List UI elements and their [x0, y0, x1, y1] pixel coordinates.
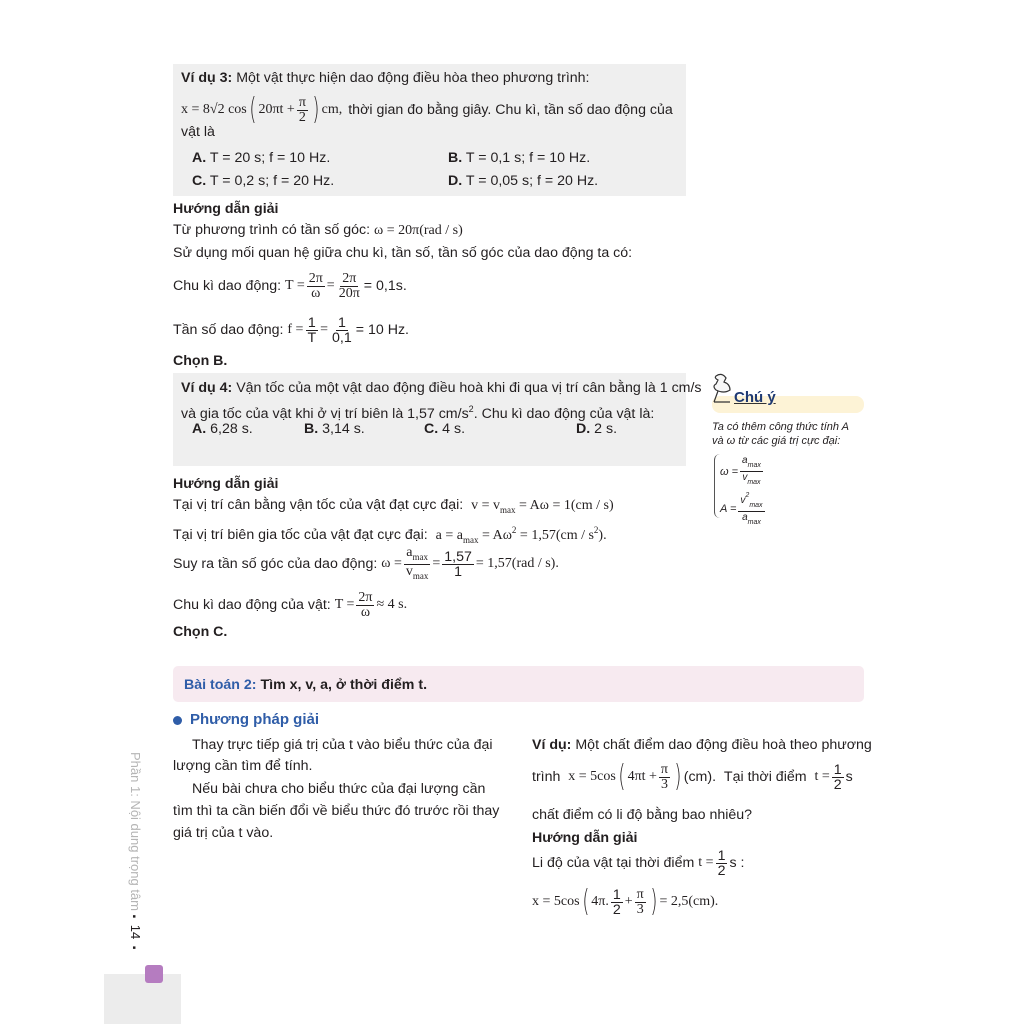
example-3-intro: Ví dụ 3: Một vật thực hiện dao động điều hòa theo phương trình: — [181, 70, 590, 86]
example-4-line-2: và gia tốc của vật khi ở vị trí biên là 1,57 $cm/s^2$. Chu kì dao động của vật là: — [181, 404, 655, 422]
solution-4-line-3: Suy ra tần số góc của dao động: ω = $\frac{a_{max}}{v_{max}}$ = $\frac{1,57}{1}$ = 1,57(rad / s). — [173, 544, 559, 581]
example-3-option-d[interactable]: D. T = 0,05 s; f = 20 Hz. — [448, 173, 599, 189]
page-number: 14 — [128, 924, 143, 940]
section-label: Phần 1: Nội dung trọng tâm — [128, 752, 143, 911]
note-formula-amplitude: A = $\frac{v^2_{max}}{a_{max}}$ — [720, 492, 763, 526]
solution-3-period: Chu kì dao động: T = $\frac{2\pi}{\omega}$ = $\frac{2\pi}{20\pi}$ = 0,1s. — [173, 270, 407, 301]
solution-4-answer: Chọn C. — [173, 624, 228, 640]
example-5-solution-title: Hướng dẫn giải — [532, 830, 638, 846]
solution-4-title: Hướng dẫn giải — [173, 476, 279, 492]
method-p1-line-2: lượng cần tìm để tính. — [173, 758, 313, 774]
method-p2-line-1: Nếu bài chưa cho biểu thức của đại lượng cần — [192, 781, 486, 797]
method-heading: Phương pháp giải — [190, 711, 320, 728]
example-5-line-2: trình x = 5cos ( 4πt + $\frac{\pi}{3}$ ) (cm). Tại thời điểm t = $\frac{1}{2}$ s — [532, 759, 853, 794]
page-corner-gray — [104, 974, 181, 1024]
solution-4-line-2: Tại vị trí biên gia tốc của vật đạt cực đại: $a = a_{max} = A\omega^2 = 1,57(cm / s^2)$. — [173, 525, 607, 545]
example-5-solution-line-1: Li độ của vật tại thời điểm t = $\frac{1}{2}$ s : — [532, 847, 745, 879]
solution-4-line-4: Chu kì dao động của vật: T = $\frac{2\pi}{\omega}$ ≈ 4 s. — [173, 589, 408, 620]
problem-2-title: Tìm x, v, a, ở thời điểm t. — [260, 677, 428, 693]
bullet-icon: ▪ — [128, 945, 139, 950]
example-3-equation: x = 8√2 cos ( 20πt + $\frac{\pi}{2}$ ) cm, thời gian đo bằng giây. Chu kì, tần số dao động của — [181, 92, 673, 127]
example-4-option-d[interactable]: D. 2 s. — [576, 421, 618, 437]
solution-3-line-2: Sử dụng mối quan hệ giữa chu kì, tần số, tần số góc của dao động ta có: — [173, 245, 633, 261]
example-4-line-1: Ví dụ 4: Vận tốc của một vật dao động điều hoà khi đi qua vị trí cân bằng là 1 cm/s — [181, 380, 702, 396]
method-p2-line-2: tìm thì ta cần biến đổi về biểu thức đó trước rồi thay — [173, 803, 500, 819]
page-accent-square — [145, 965, 163, 983]
note-title: Chú ý — [734, 389, 776, 406]
example-3-option-c[interactable]: C. T = 0,2 s; f = 20 Hz. — [192, 173, 335, 189]
example-3-rest: vật là — [181, 124, 215, 140]
method-p1-line-1: Thay trực tiếp giá trị của t vào biểu thức của đại — [192, 737, 493, 753]
solution-4-line-1: Tại vị trí cân bằng vận tốc của vật đạt cực đại: $v = v_{max} = A\omega = 1(cm / s)$ — [173, 497, 614, 515]
note-text-1: Ta có thêm công thức tính A — [712, 421, 850, 433]
problem-2-heading — [184, 676, 427, 694]
problem-2-label: Bài toán 2: — [184, 677, 257, 693]
solution-3-answer: Chọn B. — [173, 353, 228, 369]
note-formula-omega: ω = $\frac{a_{max}}{v_{max}}$ — [720, 455, 761, 486]
bullet-icon — [173, 716, 182, 725]
example-3-option-b[interactable]: B. T = 0,1 s; f = 10 Hz. — [448, 150, 591, 166]
fraction: $\frac{\pi}{2}$ — [298, 94, 306, 125]
example-5-solution-line-2: x = 5cos ( 4π. $\frac{1}{2}$ + $\frac{\pi}{3}$ ) = 2,5(cm). — [532, 884, 719, 919]
solution-3-title: Hướng dẫn giải — [173, 201, 279, 217]
solution-3-line-1: Từ phương trình có tần số góc: ω = 20π(rad / s) — [173, 222, 463, 238]
example-3-option-a[interactable]: A. T = 20 s; f = 10 Hz. — [192, 150, 331, 166]
example-4-option-c[interactable]: C. 4 s. — [424, 421, 466, 437]
example-5-line-3: chất điểm có li độ bằng bao nhiêu? — [532, 807, 753, 823]
page-side-label — [128, 752, 143, 949]
example-4-option-b[interactable]: B. 3,14 s. — [304, 421, 365, 437]
example-5-line-1: Ví dụ: Một chất điểm dao động điều hoà theo phương — [532, 737, 872, 753]
solution-3-frequency: Tần số dao động: f = $\frac{1}{T}$ = $\frac{1}{0,1}$ = 10 Hz. — [173, 314, 409, 346]
note-text-2: và ω từ các giá trị cực đại: — [712, 435, 841, 447]
example-4-option-a[interactable]: A. 6,28 s. — [192, 421, 253, 437]
example-3-label: Ví dụ 3: — [181, 70, 233, 86]
method-p2-line-3: giá trị của t vào. — [173, 825, 274, 841]
bullet-icon: ▪ — [128, 914, 139, 919]
